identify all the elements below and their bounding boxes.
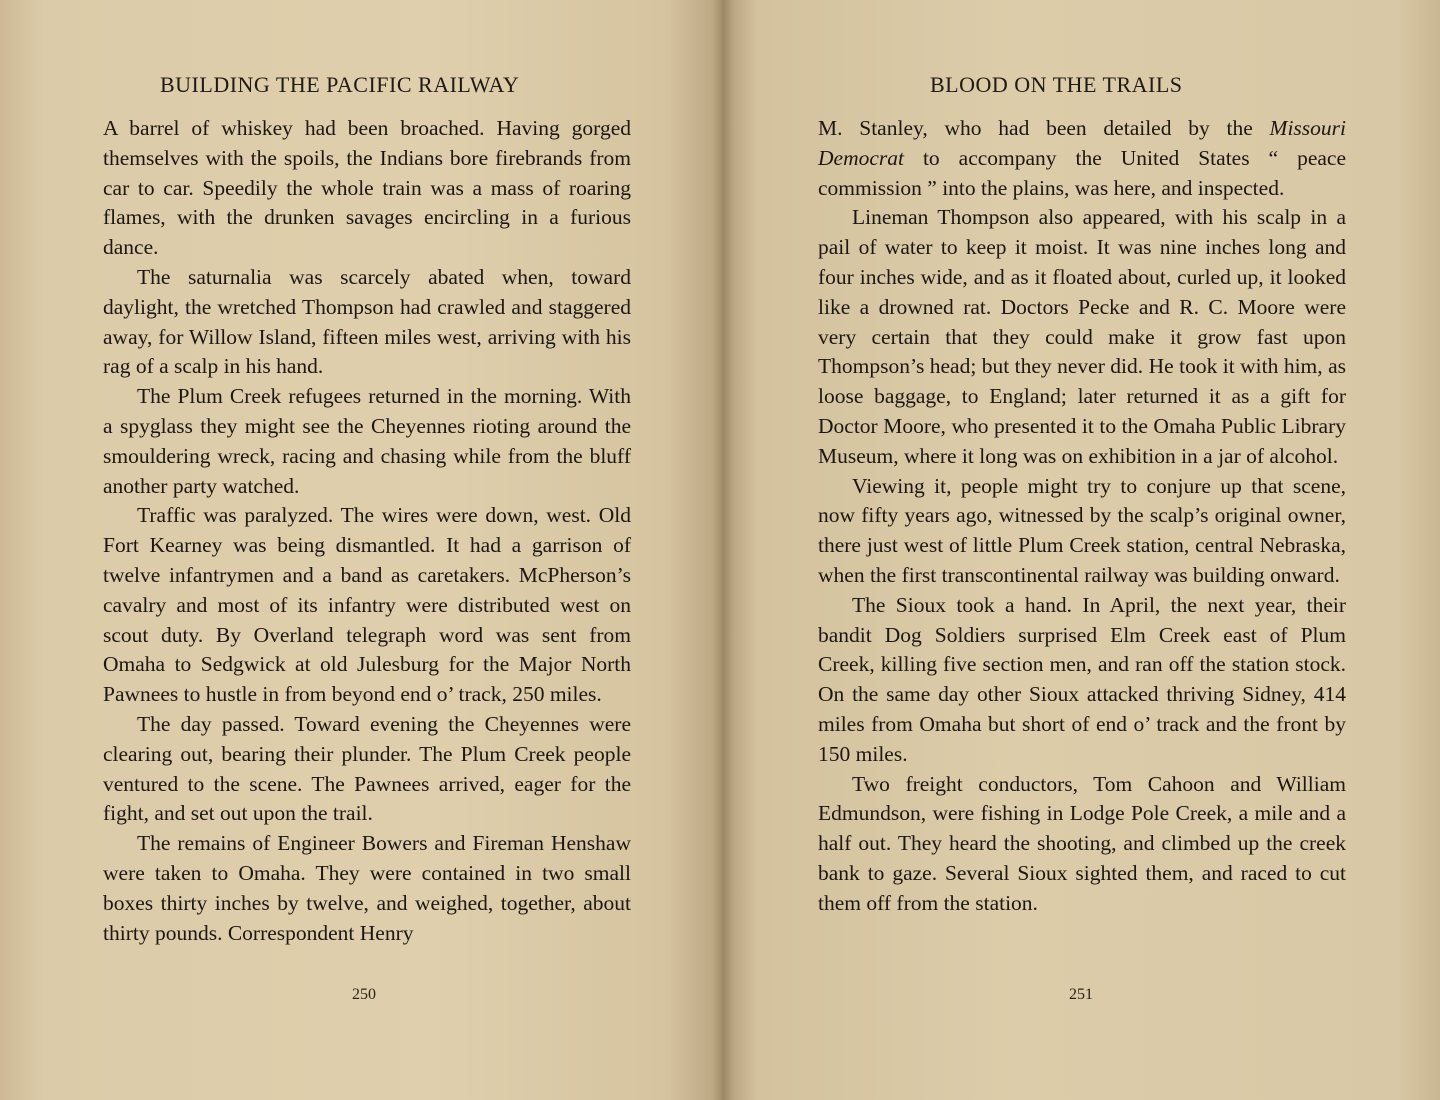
right-paragraph-1-before: M. Stanley, who had been detailed by the — [818, 116, 1270, 140]
right-paragraph-2: Lineman Thompson also appeared, with his scalp in a pail of water to keep it moist. It was nine inches long and four inches wide, and as it floated about, curled up, it looked like a drowned rat. Doctors Pecke and R. C. Moore were very certain that they could make it grow fast upon Thompson’s head; but they never did. He took it with him, as loose baggage, to England; later returned it as a gift for Doctor Moore, who presented it to the Omaha Public Library Museum, where it long was on exhibition in a jar of alcohol. — [818, 205, 1346, 468]
left-running-head: BUILDING THE PACIFIC RAILWAY — [160, 72, 520, 97]
right-paragraph-3: Viewing it, people might try to conjure up that scene, now fifty years ago, witnessed by the scalp’s original owner, there just west of little Plum Creek station, central Nebraska, when the first transcontinental railway was building onward. — [818, 473, 1346, 587]
right-paragraph-1 — [818, 114, 1346, 203]
left-body-text — [103, 114, 631, 948]
book-gutter — [712, 0, 734, 1100]
left-page-number: 250 — [352, 986, 376, 1003]
left-paragraph-2: The saturnalia was scarcely abated when, toward daylight, the wretched Thompson had crawled and staggered away, for Willow Island, fifteen miles west, arriving with his rag of a scalp in his hand. — [103, 264, 631, 379]
left-paragraph-1: A barrel of whiskey had been broached. Having gorged themselves with the spoils, the Indians bore firebrands from car to car. Speedily the whole train was a mass of roaring flames, with the drunken savages encircling in a furious dance. — [103, 116, 631, 260]
left-paragraph-5: The day passed. Toward evening the Cheyennes were clearing out, bearing their plunder. The Plum Creek people ventured to the scene. The Pawnees arrived, eager for the fight, and set out upon the trail. — [103, 711, 631, 826]
right-paragraph-1-after: to accompany the United States “ peace commission ” into the plains, was here, and inspected. — [818, 145, 1346, 200]
right-page — [722, 0, 1440, 1100]
right-paragraph-4: The Sioux took a hand. In April, the next year, their bandit Dog Soldiers surprised Elm Creek east of Plum Creek, killing five section men, and ran off the station stock. On the same day other Sioux attacked thriving Sidney, 414 miles from Omaha but short of end o’ track and the front by 150 miles. — [818, 592, 1346, 766]
right-body-text — [818, 114, 1346, 919]
right-page-number: 251 — [1069, 986, 1093, 1003]
right-paragraph-5: Two freight conductors, Tom Cahoon and William Edmundson, were fishing in Lodge Pole Creek, a mile and a half out. They heard the shooting, and climbed up the creek bank to gaze. Several Sioux sighted them, and raced to cut them off from the station. — [818, 771, 1346, 915]
left-paragraph-6: The remains of Engineer Bowers and Fireman Henshaw were taken to Omaha. They were contained in two small boxes thirty inches by twelve, and weighed, together, about thirty pounds. Correspondent Henry — [103, 831, 631, 945]
left-paragraph-3: The Plum Creek refugees returned in the morning. With a spyglass they might see the Cheyennes rioting around the smouldering wreck, racing and chasing while from the bluff another party watched. — [103, 384, 631, 498]
left-paragraph-4: Traffic was paralyzed. The wires were down, west. Old Fort Kearney was being dismantled. It had a garrison of twelve infantrymen and a band as caretakers. McPherson’s cavalry and most of its infantry were distributed west on scout duty. By Overland telegraph word was sent from Omaha to Sedgwick at old Julesburg for the Major North Pawnees to hustle in from beyond end o’ track, 250 miles. — [103, 503, 631, 707]
right-running-head: BLOOD ON THE TRAILS — [930, 72, 1183, 97]
newspaper-title: Missouri Democrat — [818, 116, 1346, 170]
